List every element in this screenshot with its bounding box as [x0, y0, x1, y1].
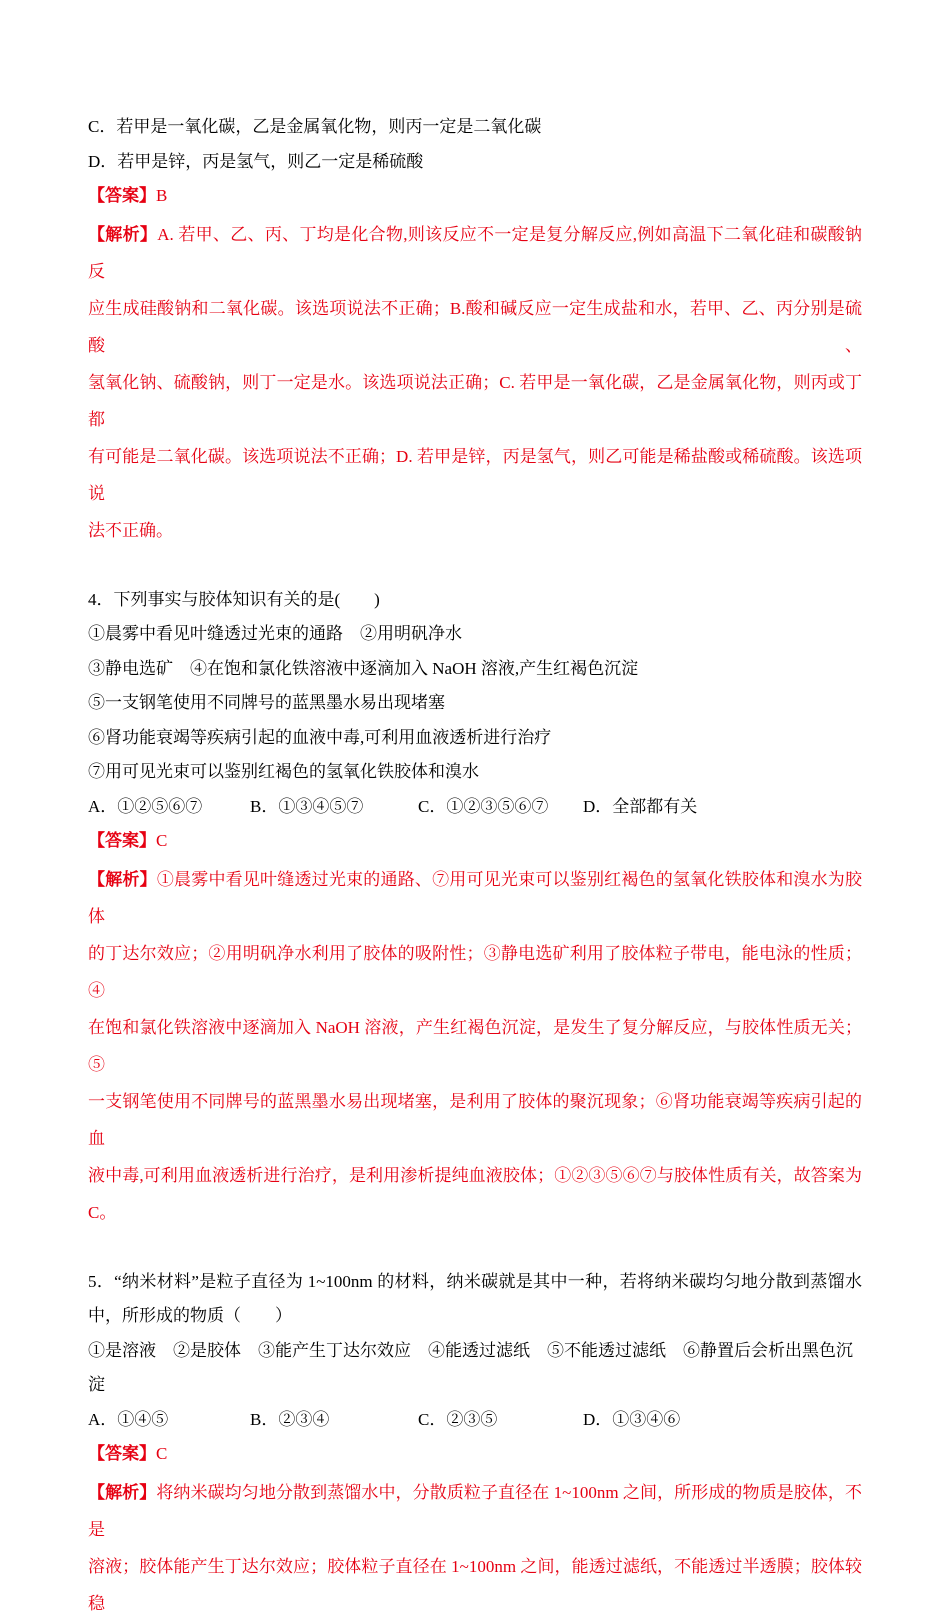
option-b: B．②③④ — [250, 1409, 330, 1429]
analysis-line — [88, 216, 862, 290]
answer-line — [88, 1437, 862, 1472]
statement-line: ③静电选矿 ④在饱和氯化铁溶液中逐滴加入 NaOH 溶液,产生红褐色沉淀 — [88, 658, 639, 678]
analysis-line: 在饱和氯化铁溶液中逐滴加入 NaOH 溶液，产生红褐色沉淀，是发生了复分解反应，与胶体性质无关；⑤ — [88, 1017, 862, 1074]
options-row — [88, 1403, 862, 1438]
analysis-line: 一支钢笔使用不同牌号的蓝黑墨水易出现堵塞，是利用了胶体的聚沉现象；⑥肾功能衰竭等疾病引起的血 — [88, 1091, 862, 1148]
options-row — [88, 790, 862, 825]
option-c: C．①②③⑤⑥⑦ — [418, 796, 549, 816]
analysis-text: A. 若甲、乙、丙、丁均是化合物,则该反应不一定是复分解反应,例如高温下二氧化硅和碳酸钠反 — [88, 224, 863, 281]
analysis — [88, 1472, 862, 1622]
answer-value: C — [156, 831, 168, 850]
analysis-line: 溶液；胶体能产生丁达尔效应；胶体粒子直径在 1~100nm 之间，能透过滤纸，不能透过半透膜；胶体较稳 — [88, 1556, 862, 1613]
option-d: D．①③④⑥ — [583, 1409, 681, 1429]
page-content — [88, 110, 862, 1622]
question-4 — [88, 583, 862, 1231]
answer-label: 【答案】 — [88, 186, 156, 205]
question-stem: 5．“纳米材料”是粒子直径为 1~100nm 的材料，纳米碳就是其中一种，若将纳米碳均匀地分散到蒸馏水 — [88, 1271, 862, 1291]
question-stem: 中，所形成的物质（ ） — [88, 1306, 292, 1325]
answer-line — [88, 179, 862, 214]
question-5 — [88, 1265, 862, 1622]
analysis-line — [88, 1474, 862, 1548]
option-c: C．若甲是一氧化碳，乙是金属氧化物，则丙一定是二氧化碳 — [88, 117, 542, 136]
option-d: D．若甲是锌，丙是氢气，则乙一定是稀硫酸 — [88, 151, 424, 171]
analysis-label: 【解析】 — [88, 224, 158, 244]
answer-label: 【答案】 — [88, 831, 156, 850]
analysis-line: 液中毒,可利用血液透析进行治疗，是利用渗析提纯血液胶体；①②③⑤⑥⑦与胶体性质有关，故答案为 — [88, 1165, 862, 1185]
analysis — [88, 859, 862, 1231]
analysis-line: 的丁达尔效应；②用明矾净水利用了胶体的吸附性；③静电选矿利用了胶体粒子带电，能电泳的性质；④ — [88, 943, 862, 1000]
option-a: A．①②⑤⑥⑦ — [88, 796, 203, 816]
analysis — [88, 214, 862, 549]
option-a: A．①④⑤ — [88, 1409, 169, 1429]
analysis-line: 应生成硅酸钠和二氧化碳。该选项说法不正确；B.酸和碱反应一定生成盐和水，若甲、乙、丙分别是硫酸、 — [88, 298, 862, 355]
statement-line: ⑦用可见光束可以鉴别红褐色的氢氧化铁胶体和溴水 — [88, 762, 479, 781]
analysis-line: 氢氧化钠、硫酸钠，则丁一定是水。该选项说法正确；C. 若甲是一氧化碳，乙是金属氧化物，则丙或丁都 — [88, 372, 862, 429]
answer-value: B — [156, 186, 168, 205]
analysis-text: 将纳米碳均匀地分散到蒸馏水中，分散质粒子直径在 1~100nm 之间，所形成的物质是胶体，不是 — [88, 1482, 862, 1539]
analysis-line: 法不正确。 — [88, 520, 173, 540]
option-c: C．②③⑤ — [418, 1409, 498, 1429]
question-3-tail — [88, 110, 862, 549]
analysis-line: C。 — [88, 1202, 117, 1222]
analysis-label: 【解析】 — [88, 1482, 157, 1502]
answer-value: C — [156, 1444, 168, 1463]
question-stem: 4．下列事实与胶体知识有关的是( ) — [88, 589, 380, 609]
statement-line: ①是溶液 ②是胶体 ③能产生丁达尔效应 ④能透过滤纸 ⑤不能透过滤纸 ⑥静置后会析出黑色沉淀 — [88, 1340, 853, 1394]
option-b: B．①③④⑤⑦ — [250, 796, 364, 816]
option-d: D．全部都有关 — [583, 796, 698, 816]
analysis-text: ①晨雾中看见叶缝透过光束的通路、⑦用可见光束可以鉴别红褐色的氢氧化铁胶体和溴水为胶体 — [88, 869, 863, 926]
answer-label: 【答案】 — [88, 1444, 156, 1463]
answer-line — [88, 824, 862, 859]
statement-line: ⑤一支钢笔使用不同牌号的蓝黑墨水易出现堵塞 — [88, 693, 445, 712]
statement-line: ①晨雾中看见叶缝透过光束的通路 ②用明矾净水 — [88, 624, 462, 643]
analysis-line — [88, 861, 862, 935]
analysis-label: 【解析】 — [88, 869, 157, 889]
statement-line: ⑥肾功能衰竭等疾病引起的血液中毒,可利用血液透析进行治疗 — [88, 727, 552, 747]
analysis-line: 有可能是二氧化碳。该选项说法不正确；D. 若甲是锌，丙是氢气，则乙可能是稀盐酸或稀硫酸。该选项说 — [88, 446, 862, 503]
